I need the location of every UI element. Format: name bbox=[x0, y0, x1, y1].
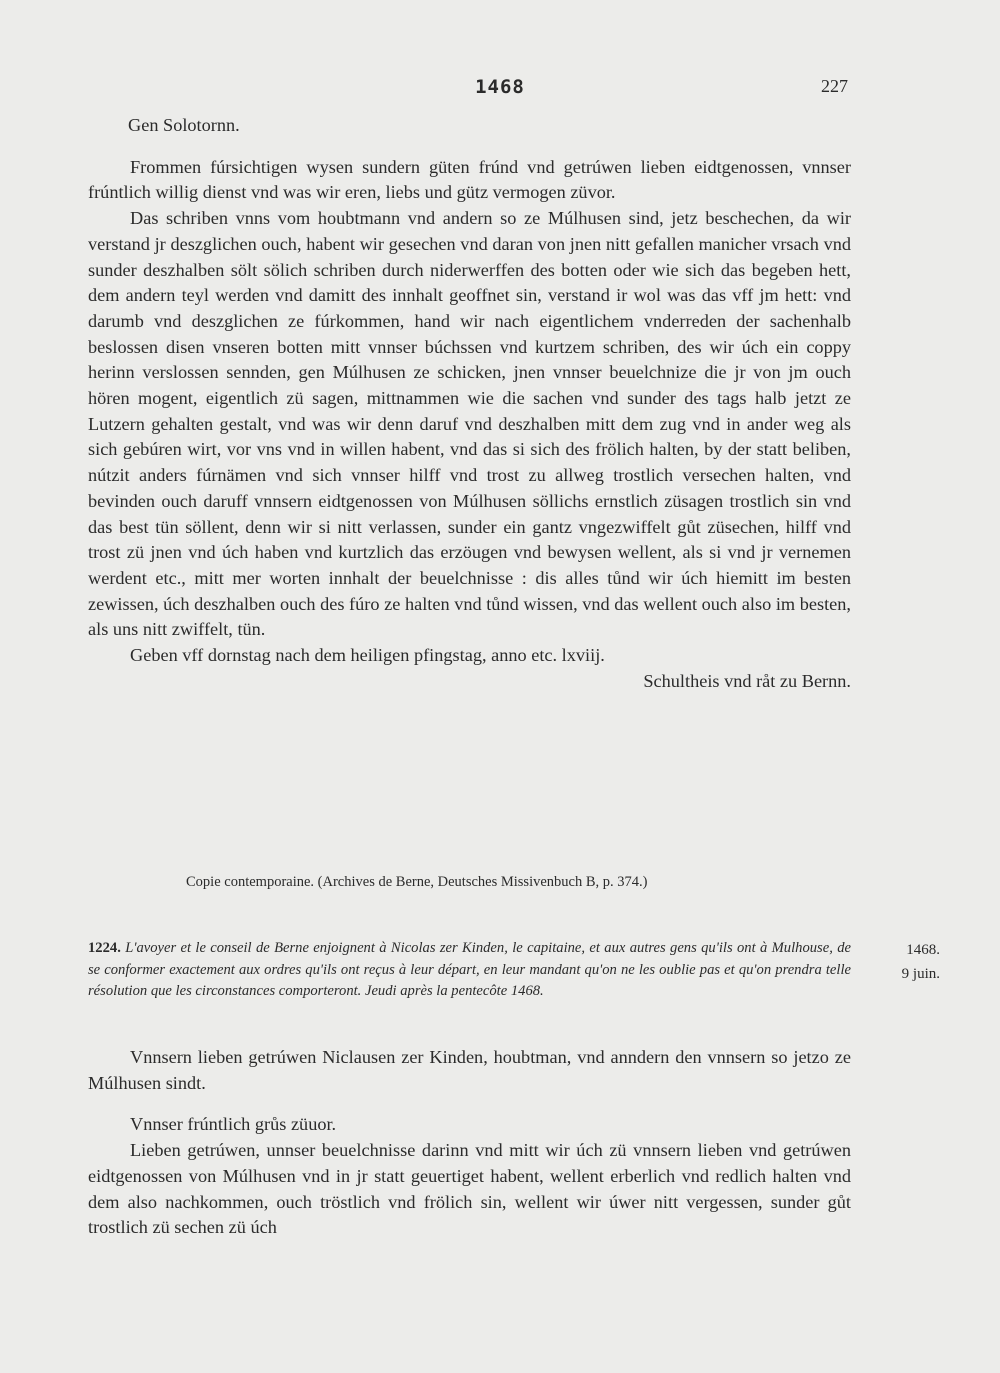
margin-year: 1468. bbox=[906, 942, 940, 958]
letter2-body: Lieben getrúwen, unnser beuelchnisse darinn vnd mitt wir úch zü vnnsern lieben vnd getrúwen eidtgenossen von Múlhusen vnd in jr statt geuertiget habent, wellent erberlich vnd redlich halten vnd dem also nachkommen, ouch tröstlich vnd frölich sin, wellent wir úwer nitt vergessen, sunder gůt trostlich zü sechen zü úch bbox=[88, 1140, 851, 1238]
source-note: Copie contemporaine. (Archives de Berne, Deutsches Missivenbuch B, p. 374.) bbox=[186, 874, 648, 890]
letter-salutation: Frommen fúrsichtigen wysen sundern güten frúnd vnd getrúwen lieben eidtgenossen, vnnser frúntlich willig dienst vnd was wir eren, liebs und gütz vermogen züvor. bbox=[88, 156, 851, 203]
letter-dating: Geben vff dornstag nach dem heiligen pfingstag, anno etc. lxviij. bbox=[130, 645, 605, 666]
running-head-year: 1468 bbox=[475, 76, 525, 98]
margin-date-note bbox=[874, 938, 940, 986]
letter-to-solothurn bbox=[88, 113, 851, 694]
letter-to-captain bbox=[88, 1045, 851, 1241]
letter2-greeting: Vnnser frúntlich grůs züuor. bbox=[130, 1114, 337, 1135]
letter-body: Das schriben vnns vom houbtmann vnd andern so ze Múlhusen sind, jetz beschechen, da wir verstand jr deszglichen ouch, habent wir gesechen vnd daran von jnen nitt gefallen manicher vrsach vnd sunder deszhalben sölt sölich schriben durch niderwerffen des botten oder wie sich das begeben hett, dem andern teyl werden vnd damitt des innhalt geoffnet sin, verstand ir wol was das vff jm hett: vnd darumb vnd deszglichen ze fúrkommen, hand wir nach eigentlichem vnderreden der sachenhalb beslossen disen vnseren botten mitt vnnser búchssen vnd kurtzem schriben, des wir úch ein coppy herinn verslossen sennden, gen Múlhusen ze schicken, jnen vnnser beuelchnize die jr von jm ouch hören mogent, eigentlich zü sagen, mittnammen wie die sachen vnd sunder des tags halb jetzt ze Lutzern gehalten gestalt, vnd was wir denn daruf vnd deszhalben mitt dem zug vnd in ander weg als sich gebúren wirt, vor vns vnd in willen habent, vnd das si sich des frölich halten, by der statt beliben, nútzit anders fúrnämen vnd sich vnnser hilff vnd trost zu allweg trostlich versechen halten, vnd bevinden ouch daruff vnnsern eidtgenossen von Múlhusen söllichs ernstlich züsagen trostlich sin vnd das best tün söllent, denn wir si nitt verlassen, sunder ein gantz vngezwiffelt gůt züsechen, hilff vnd trost zü jnen vnd úch haben vnd kurtzlich das erzöugen vnd bewysen wellent, als si vnd jr vernemen werdent etc., mitt mer worten innhalt der beuelchnisse : dis alles tůnd wir úch hiemitt im besten zewissen, úch deszhalben ouch des fúro ze halten vnd tůnd wissen, vnd das wellent ouch also im besten, als uns nitt zwiffelt, tün. bbox=[88, 208, 851, 640]
letter-address: Gen Solotornn. bbox=[128, 115, 240, 135]
letter2-address: Vnnsern lieben getrúwen Niclausen zer Kinden, houbtman, vnd anndern den vnnsern so jetzo ze Múlhusen sindt. bbox=[88, 1047, 851, 1093]
entry-summary: L'avoyer et le conseil de Berne enjoignent à Nicolas zer Kinden, le capitaine, et aux autres gens qu'ils ont à Mulhouse, de se conformer exactement aux ordres qu'ils ont reçus à leur départ, en leur mandant qu'on ne les oublie pas et qu'on prendra telle résolution que les circonstances comporteront. Jeudi après la pentecôte 1468. bbox=[88, 940, 851, 1000]
margin-day: 9 juin. bbox=[901, 966, 940, 982]
letter-signature: Schultheis vnd råt zu Bernn. bbox=[643, 670, 851, 691]
entry-1224 bbox=[88, 938, 851, 1003]
entry-number: 1224. bbox=[88, 940, 121, 956]
page-number: 227 bbox=[821, 76, 848, 96]
